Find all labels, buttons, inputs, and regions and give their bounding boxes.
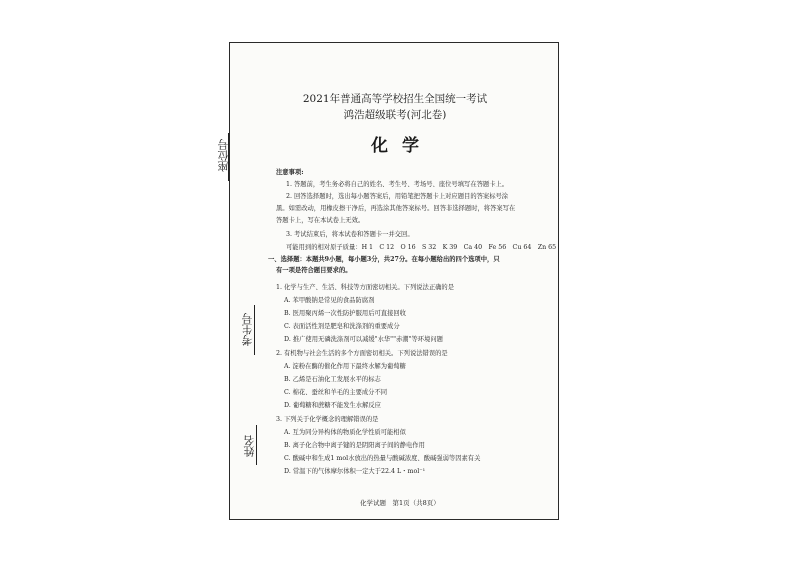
question-option: B. 医用聚丙烯一次性防护服用后可直接回收 (284, 310, 406, 317)
exam-number-label: 考生号 (241, 313, 254, 346)
question-stem: 3. 下列关于化学概念的理解错误的是 (276, 416, 379, 423)
subject-title: 化学 (371, 136, 433, 156)
question-option: D. 葡萄糖和蔗糖不能发生水解反应 (284, 402, 381, 409)
question-option: B. 乙烯是石油化工发展水平的标志 (284, 376, 381, 383)
question-stem: 1. 化学与生产、生活、科技等方面密切相关。下列说法正确的是 (276, 284, 455, 291)
question-option: D. 推广使用无磷洗涤剂可以减缓"水华""赤潮"等环境问题 (284, 336, 443, 343)
name-line (256, 425, 257, 465)
section-instruction: 有一项是符合题目要求的。 (276, 267, 352, 274)
question-option: A. 淀粉在酶的催化作用下最终水解为葡萄糖 (284, 363, 406, 370)
question-stem: 2. 有机物与社会生活的多个方面密切相关。下列说法错误的是 (276, 350, 448, 357)
exam-paper-page (217, 42, 559, 520)
section-instruction: 一、选择题：本题共9小题，每小题3分，共27分。在每小题给出的四个选项中，只 (268, 256, 500, 263)
question-option: C. 酸碱中和生成1 mol水放出的热量与酸碱浓度、酸碱强弱等因素有关 (284, 455, 481, 462)
notes-item: 2. 回答选择题时，选出每小题答案后，用铅笔把答题卡上对应题目的答案标号涂 (286, 193, 509, 200)
question-option: A. 互为同分异构体的物质化学性质可能相似 (284, 429, 406, 436)
exam-title: 2021年普通高等学校招生全国统一考试 (302, 93, 488, 105)
seat-number-label: 座位号 (217, 139, 230, 172)
notes-item: 答题卡上，写在本试卷上无效。 (276, 217, 365, 224)
exam-subtitle: 鸿浩超级联考(河北卷) (343, 109, 447, 121)
notes-title: 注意事项: (276, 169, 304, 176)
exam-number-line (254, 305, 255, 355)
question-option: C. 表面活性剂是肥皂和洗涤剂的重要成分 (284, 323, 400, 330)
notes-item: 1. 答题前，考生务必将自己的姓名、考生号、考场号、座位号填写在答题卡上。 (286, 181, 509, 188)
question-option: B. 离子化合物中离子键的是阴阳离子间的静电作用 (284, 442, 425, 449)
question-option: D. 常温下的气体摩尔体积一定大于22.4 L・mol⁻¹ (284, 468, 426, 475)
notes-item: 3. 考试结束后，将本试卷和答题卡一并交回。 (286, 231, 414, 238)
name-label: 姓名 (243, 435, 256, 457)
atomic-mass-note: 可能用到的相对原子质量：H 1 C 12 O 16 S 32 K 39 Ca 40 Fe 56 Cu 64 Zn 65 (286, 244, 557, 251)
seat-number-line (228, 133, 229, 181)
notes-item: 黑。如需改动，用橡皮擦干净后，再选涂其他答案标号。回答非选择题时，将答案写在 (276, 205, 516, 212)
question-option: A. 苯甲酸钠是常见的食品防腐剂 (284, 297, 375, 304)
page-footer: 化学试题 第1页（共8页） (360, 499, 440, 507)
question-option: C. 棉花、蚕丝和羊毛的主要成分不同 (284, 389, 388, 396)
